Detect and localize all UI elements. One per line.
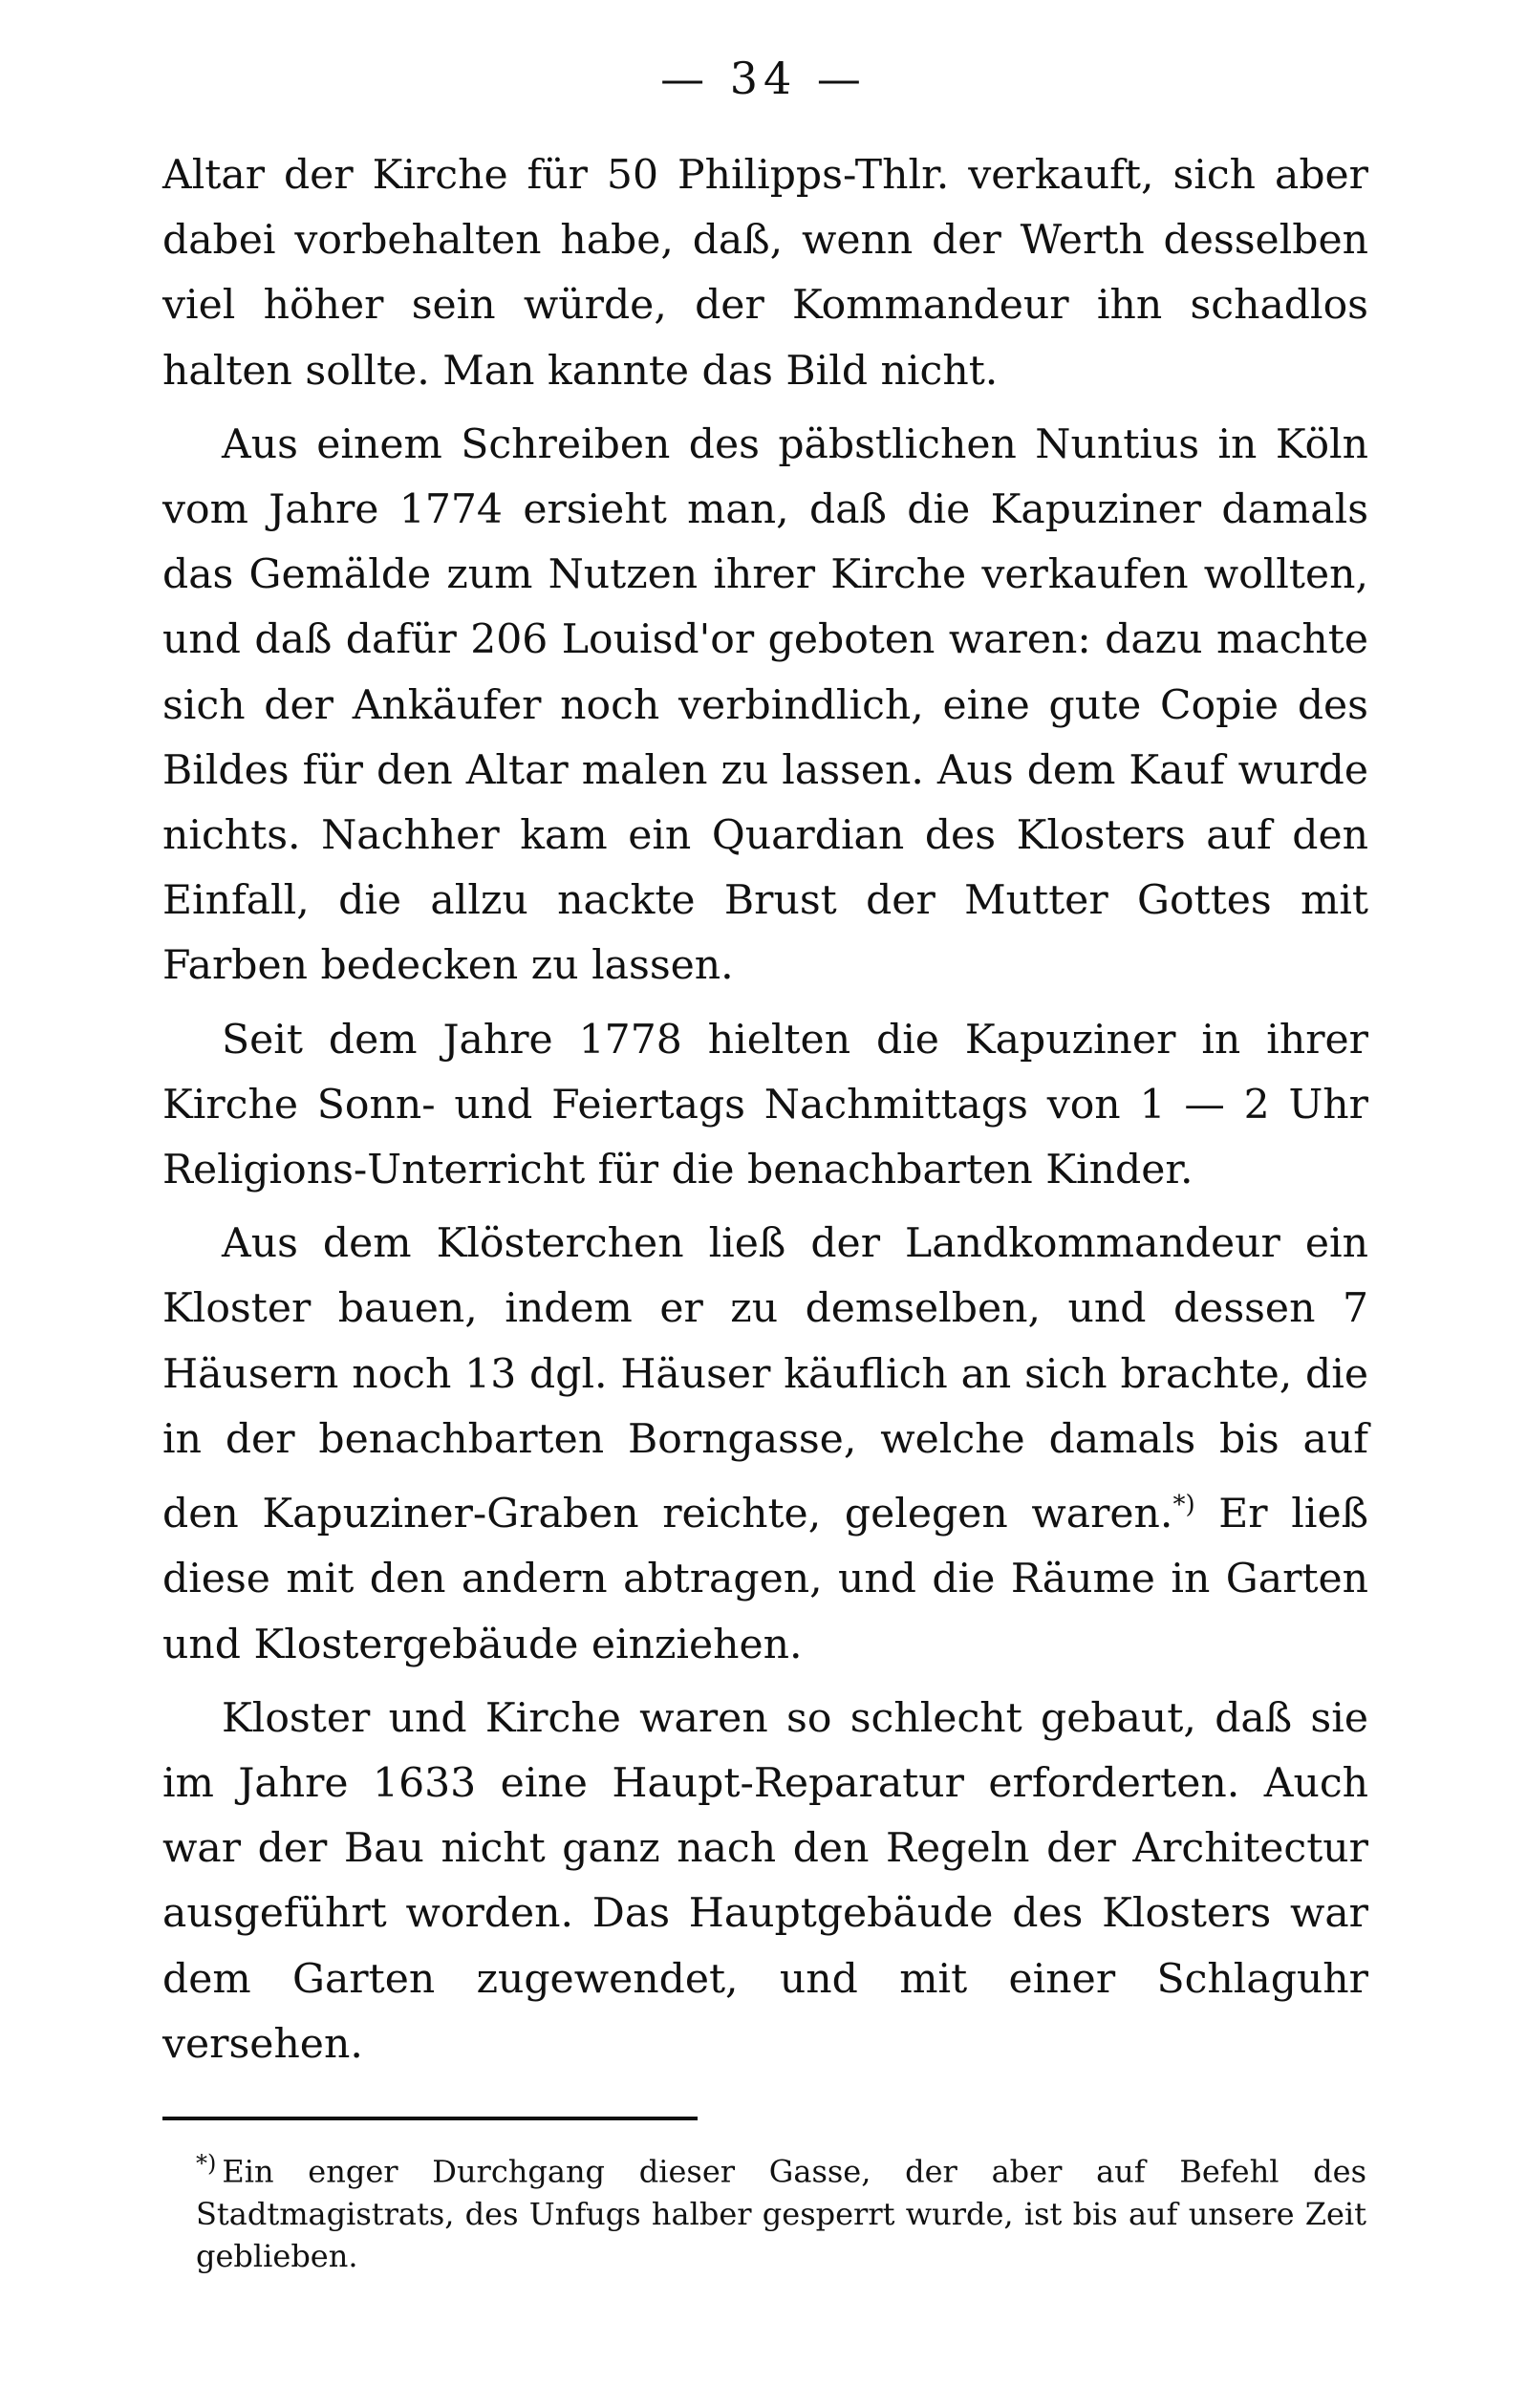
paragraph-5: Kloster und Kirche waren so schlecht gebaut, daß sie im Jahre 1633 eine Haupt-Reparatur erforderten. Auch war der Bau nicht ganz nach den Regeln der Architectur ausgeführt worden. Das Hauptgebäude des Klosters war dem Garten zugewendet, und mit einer Schlaguhr versehen. bbox=[162, 1694, 1368, 2068]
paragraph-4 bbox=[162, 1212, 1368, 1678]
paragraph-4-text-start: Aus dem Klösterchen ließ der Landkommandeur ein Kloster bauen, indem er zu demselben, und dessen 7 Häusern noch 13 dgl. Häuser käuflich an sich brachte, die in der benachbarten Borngasse, welche damals bis auf den Kapuziner-Graben reichte, gelegen waren. bbox=[162, 1220, 1368, 1538]
footnote bbox=[196, 2142, 1366, 2277]
paragraph-2: Aus einem Schreiben des päbstlichen Nuntius in Köln vom Jahre 1774 ersieht man, daß die Kapuziner damals das Gemälde zum Nutzen ihrer Kirche verkaufen wollten, und daß dafür 206 Louisd'or geboten waren: dazu machte sich der Ankäufer noch verbindlich, eine gute Copie des Bildes für den Altar malen zu lassen. Aus dem Kauf wurde nichts. Nachher kam ein Quardian des Klosters auf den Einfall, die allzu nackte Brust der Mutter Gottes mit Farben bedecken zu lassen. bbox=[162, 420, 1368, 990]
paragraph-1: Altar der Kirche für 50 Philipps-Thlr. verkauft, sich aber dabei vorbehalten habe, daß, wenn der Werth desselben viel höher sein würde, der Kommandeur ihn schadlos halten sollte. Man kannte das Bild nicht. bbox=[162, 152, 1368, 395]
paragraph-3: Seit dem Jahre 1778 hielten die Kapuziner in ihrer Kirche Sonn- und Feiertags Nachmittags von 1 — 2 Uhr Religions-Unterricht für die benachbarten Kinder. bbox=[162, 1016, 1368, 1194]
footnote-mark: *) bbox=[196, 2150, 217, 2177]
paragraph-4-text-end: Er ließ diese mit den andern abtragen, und die Räume in Garten und Klostergebäude einziehen. bbox=[162, 1491, 1368, 1668]
page-number: — 34 — bbox=[660, 53, 867, 104]
main-text bbox=[162, 143, 1368, 2077]
footnote-text: Ein enger Durchgang dieser Gasse, der aber auf Befehl des Stadtmagistrats, des Unfugs halber gesperrt wurde, ist bis auf unsere Zeit geblieben. bbox=[196, 2153, 1366, 2274]
footnote-divider bbox=[162, 2117, 698, 2120]
footnote-reference: *) bbox=[1172, 1491, 1195, 1520]
